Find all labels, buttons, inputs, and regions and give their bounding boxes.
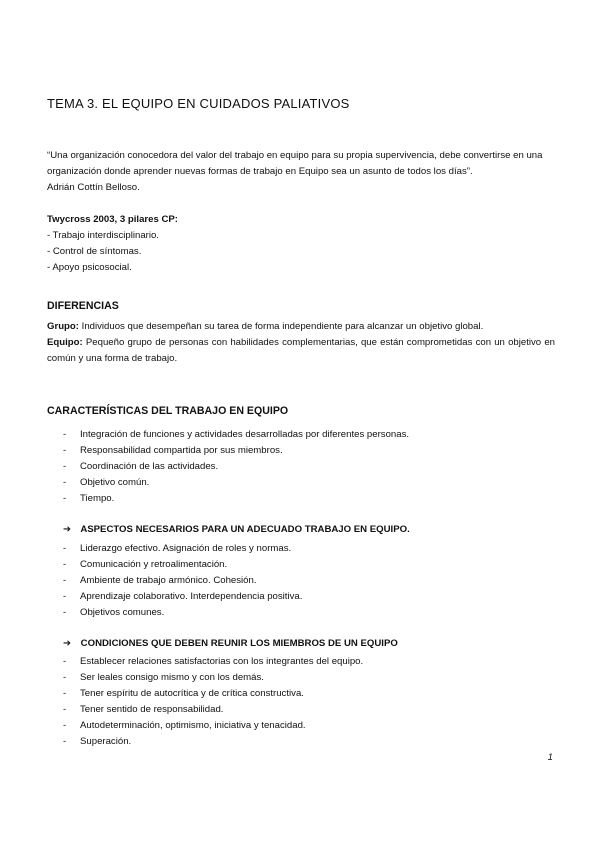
diferencias-heading: DIFERENCIAS <box>47 300 119 312</box>
aspectos-heading-text: ASPECTOS NECESARIOS PARA UN ADECUADO TRABAJO EN EQUIPO. <box>80 524 410 535</box>
list-item: - Ambiente de trabajo armónico. Cohesión. <box>63 573 543 589</box>
list-item: - Tiempo. <box>63 491 543 507</box>
pillar-item: - Trabajo interdisciplinario. <box>47 230 159 241</box>
equipo-definition <box>47 335 555 367</box>
aspectos-heading <box>63 524 410 535</box>
list-item: - Tener sentido de responsabilidad. <box>63 702 543 718</box>
arrow-icon: ➔ <box>63 638 72 649</box>
list-item: - Superación. <box>63 734 543 750</box>
condiciones-heading-text: CONDICIONES QUE DEBEN REUNIR LOS MIEMBROS DE UN EQUIPO <box>80 638 398 649</box>
condiciones-list <box>63 654 543 750</box>
list-item: - Responsabilidad compartida por sus miembros. <box>63 443 543 459</box>
list-item: - Objetivo común. <box>63 475 543 491</box>
list-item: - Coordinación de las actividades. <box>63 459 543 475</box>
quote-text: “Una organización conocedora del valor del trabajo en equipo para su propia supervivencia, debe convertirse en una organización donde aprender nuevas formas de trabajo en Equipo sea un asunto de todos los días”. <box>47 150 543 177</box>
condiciones-heading <box>63 638 398 649</box>
list-item: - Ser leales consigo mismo y con los demás. <box>63 670 543 686</box>
list-item: - Aprendizaje colaborativo. Interdependencia positiva. <box>63 589 543 605</box>
pillars-heading: Twycross 2003, 3 pilares CP: <box>47 214 179 225</box>
equipo-text: Pequeño grupo de personas con habilidades complementarias, que están comprometidas con un objetivo en común y una forma de trabajo. <box>47 337 555 364</box>
list-item: - Comunicación y retroalimentación. <box>63 557 543 573</box>
caracteristicas-heading: CARACTERÍSTICAS DEL TRABAJO EN EQUIPO <box>47 405 289 417</box>
quote-author: Adrián Cottín Belloso. <box>47 182 140 193</box>
pillar-item: - Apoyo psicosocial. <box>47 262 132 273</box>
aspectos-list <box>63 541 543 621</box>
page-number: 1 <box>547 752 553 763</box>
document-title: TEMA 3. EL EQUIPO EN CUIDADOS PALIATIVOS <box>47 96 350 111</box>
list-item: - Objetivos comunes. <box>63 605 543 621</box>
equipo-label: Equipo: <box>47 337 83 348</box>
list-item: - Establecer relaciones satisfactorias con los integrantes del equipo. <box>63 654 543 670</box>
list-item: - Liderazgo efectivo. Asignación de roles y normas. <box>63 541 543 557</box>
grupo-label: Grupo: <box>47 321 79 332</box>
pillar-item: - Control de síntomas. <box>47 246 142 257</box>
opening-quote <box>47 148 555 196</box>
caracteristicas-list <box>63 427 543 507</box>
list-item: - Tener espíritu de autocrítica y de crítica constructiva. <box>63 686 543 702</box>
grupo-definition <box>47 319 555 335</box>
arrow-icon: ➔ <box>63 524 72 535</box>
definitions <box>47 319 555 367</box>
list-item: - Integración de funciones y actividades desarrolladas por diferentes personas. <box>63 427 543 443</box>
grupo-text: Individuos que desempeñan su tarea de forma independiente para alcanzar un objetivo global. <box>81 321 484 332</box>
pillars-section <box>47 212 555 276</box>
list-item: - Autodeterminación, optimismo, iniciativa y tenacidad. <box>63 718 543 734</box>
